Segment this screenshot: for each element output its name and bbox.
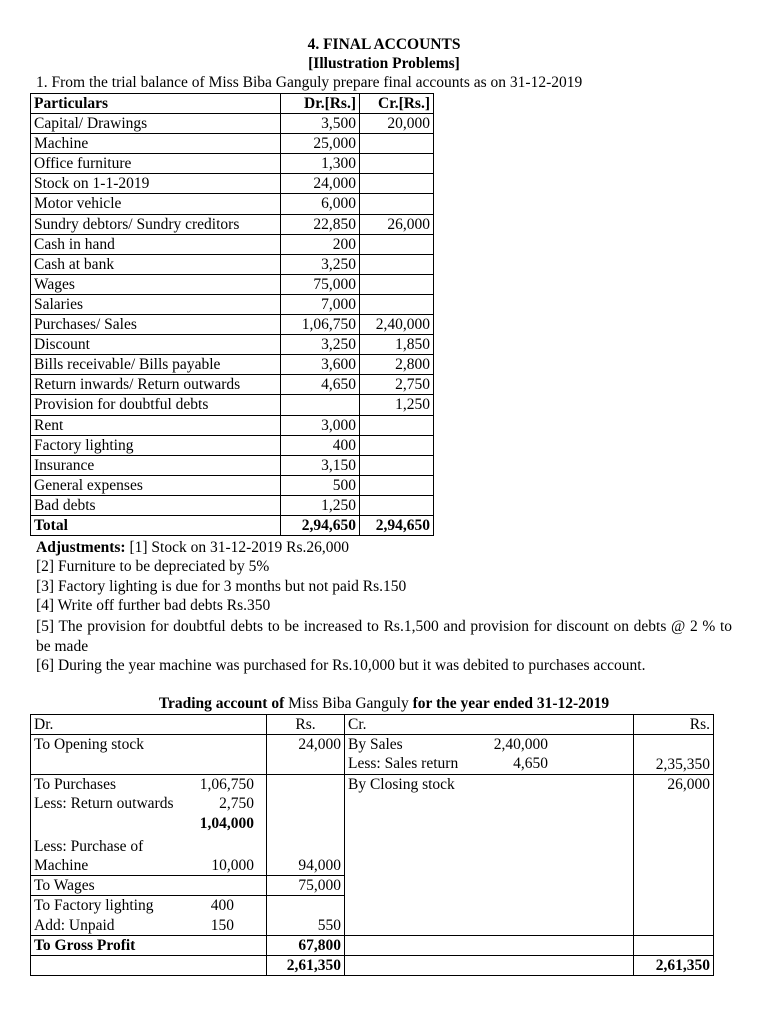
machine-amount: 10,000 [211, 857, 254, 875]
dr-amount: 6,000 [281, 194, 360, 214]
dr-amount: 75,000 [281, 274, 360, 294]
to-purchases-label: To Purchases [34, 776, 116, 794]
trial-balance-row [31, 315, 434, 335]
cr-amount [360, 495, 434, 515]
sales-cell [345, 735, 634, 775]
dr-amount: 200 [281, 234, 360, 254]
total-label: Total [31, 515, 281, 535]
net-sales-amount: 2,35,350 [634, 735, 714, 775]
cr-amount [360, 435, 434, 455]
cr-amount: 1,850 [360, 335, 434, 355]
cr-amount [360, 254, 434, 274]
dr-amount: 3,250 [281, 335, 360, 355]
dr-amount: 7,000 [281, 294, 360, 314]
cr-amount: 1,250 [360, 395, 434, 415]
empty-cr-cell [345, 935, 634, 955]
particular: Sundry debtors/ Sundry creditors [31, 214, 281, 234]
cr-amount [360, 174, 434, 194]
less-sales-return-label: Less: Sales return [348, 755, 459, 773]
factory-lighting-amount: 400 [210, 897, 234, 915]
cr-amount [360, 234, 434, 254]
page-heading: 4. FINAL ACCOUNTS [307, 36, 461, 53]
dr-amount: 1,300 [281, 154, 360, 174]
dr-amount: 1,250 [281, 495, 360, 515]
trial-balance-table [30, 93, 434, 536]
to-factory-lighting-label: To Factory lighting [34, 897, 154, 915]
adjustment-4: [4] Write off further bad debts Rs.350 [36, 597, 271, 614]
dr-amount: 25,000 [281, 134, 360, 154]
particular: Bills receivable/ Bills payable [31, 355, 281, 375]
trial-balance-row [31, 395, 434, 415]
dr-amount: 3,250 [281, 254, 360, 274]
particular: Bad debts [31, 495, 281, 515]
header-particulars: Particulars [31, 94, 281, 114]
trial-balance-row [31, 254, 434, 274]
empty-total-label [31, 956, 267, 976]
gross-profit-amount: 67,800 [267, 935, 345, 955]
cr-amount: 2,750 [360, 375, 434, 395]
cr-amount [360, 415, 434, 435]
trial-balance-row [31, 194, 434, 214]
page-subheading: [Illustration Problems] [308, 55, 460, 72]
dr-amount: 3,000 [281, 415, 360, 435]
trial-balance-row [31, 154, 434, 174]
trial-balance-row [31, 435, 434, 455]
trading-account-title [0, 695, 768, 713]
header-dr: Dr.[Rs.] [281, 94, 360, 114]
trial-balance-row [31, 475, 434, 495]
trading-account-table [30, 714, 714, 976]
particular: Motor vehicle [31, 194, 281, 214]
dr-amount: 1,06,750 [281, 315, 360, 335]
dr-amount: 24,000 [281, 174, 360, 194]
trial-balance-row [31, 335, 434, 355]
less-purchase-of-label: Less: Purchase of [34, 837, 144, 855]
empty-rs-cell [634, 935, 714, 955]
dr-amount: 3,150 [281, 455, 360, 475]
particular: Discount [31, 335, 281, 355]
trial-balance-row [31, 455, 434, 475]
total-dr: 2,94,650 [281, 515, 360, 535]
trading-dr-header: Dr. [31, 715, 267, 735]
purchases-cell [31, 775, 267, 876]
trial-balance-row [31, 355, 434, 375]
particular: Machine [31, 134, 281, 154]
trading-row-opening [31, 735, 714, 775]
less-return-outwards-label: Less: Return outwards [34, 795, 174, 813]
unpaid-amount: 150 [210, 916, 234, 934]
net-purchases-amount: 94,000 [267, 775, 345, 876]
adjustment-2: [2] Furniture to be depreciated by 5% [36, 558, 270, 575]
dr-amount: 500 [281, 475, 360, 495]
particular: General expenses [31, 475, 281, 495]
factory-lighting-total: 550 [267, 896, 345, 935]
trial-balance-row [31, 114, 434, 134]
trial-balance-row [31, 495, 434, 515]
by-sales-label: By Sales [348, 736, 403, 754]
particular: Cash in hand [31, 234, 281, 254]
opening-stock-label: To Opening stock [31, 735, 267, 775]
adjustment-3: [3] Factory lighting is due for 3 months but not paid Rs.150 [36, 578, 407, 595]
trading-total-dr: 2,61,350 [267, 956, 345, 976]
machine-label: Machine [34, 857, 89, 875]
trading-row-total [31, 956, 714, 976]
trial-balance-total-row [31, 515, 434, 535]
adjustment-6: [6] During the year machine was purchased for Rs.10,000 but it was debited to purchases account. [36, 657, 646, 674]
header-cr: Cr.[Rs.] [360, 94, 434, 114]
particular: Purchases/ Sales [31, 315, 281, 335]
factory-lighting-cell [31, 896, 267, 935]
trial-balance-row [31, 214, 434, 234]
cr-amount [360, 294, 434, 314]
dr-amount: 400 [281, 435, 360, 455]
purchases-amount: 1,06,750 [199, 776, 254, 794]
particular: Insurance [31, 455, 281, 475]
trial-balance-row [31, 234, 434, 254]
sales-amount: 2,40,000 [493, 736, 548, 754]
particular: Capital/ Drawings [31, 114, 281, 134]
trading-title-a: Trading account of [158, 695, 285, 712]
trial-balance-row [31, 294, 434, 314]
cr-amount [360, 194, 434, 214]
cr-amount [360, 455, 434, 475]
trading-cr-header: Cr. [345, 715, 634, 735]
trading-rs2-header: Rs. [634, 715, 714, 735]
empty-total-cr-label [345, 956, 634, 976]
purchases-subtotal: 1,04,000 [199, 814, 254, 832]
dr-amount: 3,600 [281, 355, 360, 375]
cr-amount [360, 154, 434, 174]
trading-rs-header: Rs. [267, 715, 345, 735]
dr-amount: 3,500 [281, 114, 360, 134]
adjustment-5: [5] The provision for doubtful debts to be increased to Rs.1,500 and provision for discount on debts @ 2 % to be made [36, 618, 732, 655]
opening-stock-amount: 24,000 [267, 735, 345, 775]
cr-amount [360, 134, 434, 154]
trial-balance-row [31, 174, 434, 194]
gross-profit-label: To Gross Profit [31, 935, 267, 955]
particular: Stock on 1-1-2019 [31, 174, 281, 194]
particular: Salaries [31, 294, 281, 314]
cr-amount [360, 475, 434, 495]
dr-amount: 22,850 [281, 214, 360, 234]
cr-amount: 20,000 [360, 114, 434, 134]
closing-stock-amount: 26,000 [634, 775, 714, 936]
particular: Factory lighting [31, 435, 281, 455]
return-outwards-amount: 2,750 [219, 795, 254, 813]
trial-balance-row [31, 134, 434, 154]
trading-title-name: Miss Biba Ganguly [288, 695, 409, 712]
cr-amount: 2,800 [360, 355, 434, 375]
trial-balance-header-row [31, 94, 434, 114]
trading-total-cr: 2,61,350 [634, 956, 714, 976]
trading-row-purchases [31, 775, 714, 876]
cr-amount: 2,40,000 [360, 315, 434, 335]
trial-balance-row [31, 415, 434, 435]
problem-statement: 1. From the trial balance of Miss Biba Ganguly prepare final accounts as on 31-12-2019 [36, 74, 583, 91]
dr-amount: 4,650 [281, 375, 360, 395]
trial-balance-row [31, 375, 434, 395]
cr-amount: 26,000 [360, 214, 434, 234]
wages-amount: 75,000 [267, 876, 345, 896]
dr-amount [281, 395, 360, 415]
trial-balance-row [31, 274, 434, 294]
adjustment-1-text: [1] Stock on 31-12-2019 Rs.26,000 [129, 539, 350, 556]
particular: Cash at bank [31, 254, 281, 274]
particular: Rent [31, 415, 281, 435]
add-unpaid-label: Add: Unpaid [34, 916, 115, 934]
particular: Provision for doubtful debts [31, 395, 281, 415]
particular: Wages [31, 274, 281, 294]
trading-header-row [31, 715, 714, 735]
trading-row-gross-profit [31, 935, 714, 955]
to-wages-label: To Wages [31, 876, 267, 896]
particular: Office furniture [31, 154, 281, 174]
adjustment-1 [36, 539, 349, 557]
adjustments-label: Adjustments: [36, 539, 126, 556]
closing-stock-label: By Closing stock [345, 775, 634, 936]
particular: Return inwards/ Return outwards [31, 375, 281, 395]
sales-return-amount: 4,650 [513, 755, 548, 773]
trading-title-c: for the year ended 31-12-2019 [412, 695, 610, 712]
cr-amount [360, 274, 434, 294]
total-cr: 2,94,650 [360, 515, 434, 535]
